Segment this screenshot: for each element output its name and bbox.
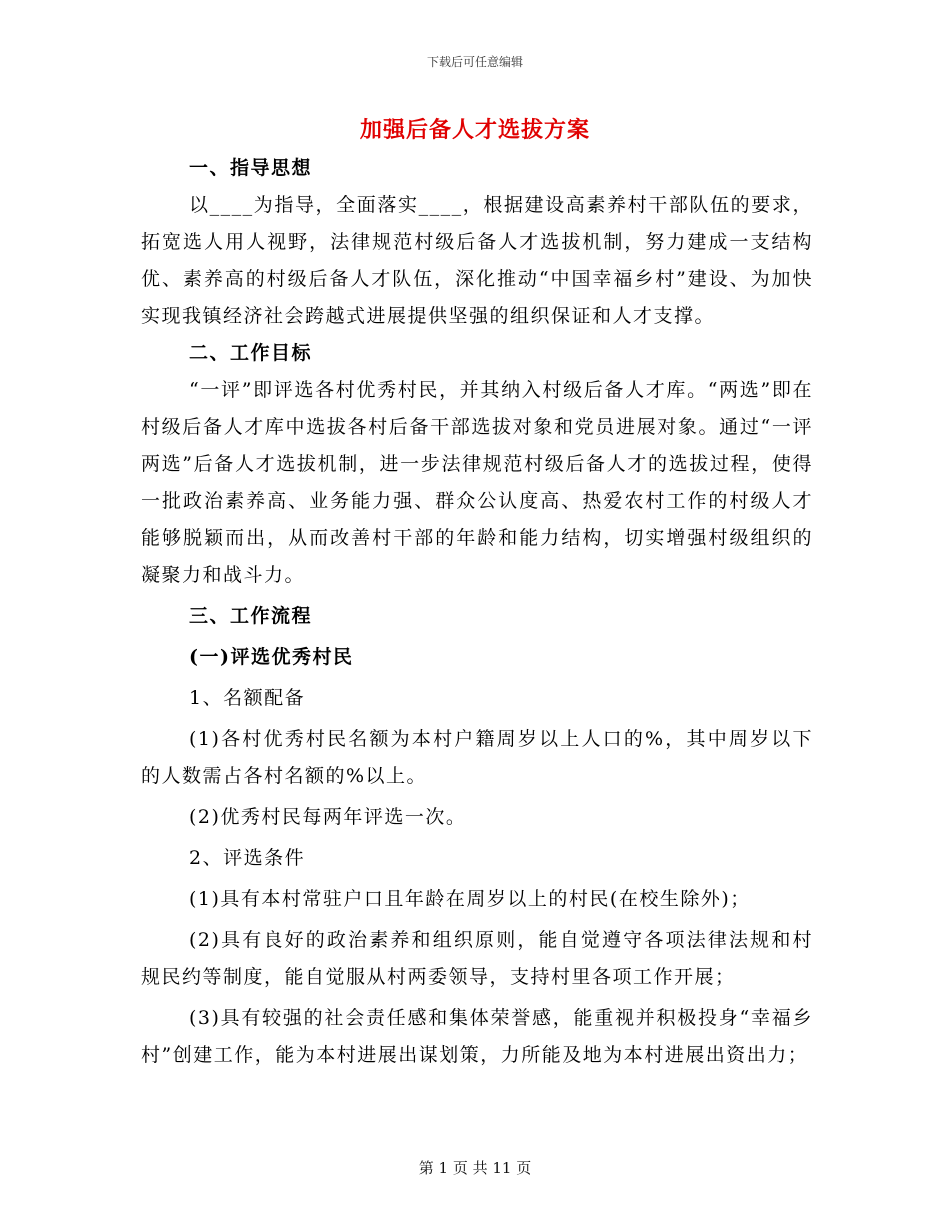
paragraph-condition-1: (1)具有本村常驻户口且年龄在周岁以上的村民(在校生除外)； [189,888,751,910]
section-heading-guiding-thought: 一、指导思想 [189,157,313,179]
header-note: 下载后可任意编辑 [426,55,523,69]
paragraph-condition-2: (2)具有良好的政治素养和组织原则，能自觉遵守各项法律法规和村规民约等制度，能自觉服从村两委领导，支持村里各项工作开展； [141,929,813,988]
paragraph-condition-3: (3)具有较强的社会责任感和集体荣誉感，能重视并积极投身“幸福乡村”创建工作，能为本村进展出谋划策，力所能及地为本村进展出资出力； [141,1007,813,1066]
paragraph-quota-1: (1)各村优秀村民名额为本村户籍周岁以上人口的%，其中周岁以下的人数需占各村名额的%以上。 [141,728,813,787]
document-title: 加强后备人才选拔方案 [359,117,590,143]
paragraph-guiding-thought: 以____为指导，全面落实____，根据建设高素养村干部队伍的要求，拓宽选人用人视野，法律规范村级后备人才选拔机制，努力建成一支结构优、素养高的村级后备人才队伍，深化推动“中国幸福乡村”建设、为加快实现我镇经济社会跨越式进展提供坚强的组织保证和人才支撑。 [141,194,813,327]
paragraph-quota-2: (2)优秀村民每两年评选一次。 [189,806,467,828]
section-heading-workflow: 三、工作流程 [189,605,313,627]
item-heading-conditions: 2、评选条件 [189,847,306,869]
document-body [141,150,813,1074]
page-footer: 第 1 页 共 11 页 [418,1159,532,1177]
paragraph-work-goal: “一评”即评选各村优秀村民，并其纳入村级后备人才库。“两选”即在村级后备人才库中选拔各村后备干部选拔对象和党员进展对象。通过“一评两选”后备人才选拔机制，进一步法律规范村级后备人才的选拔过程，使得一批政治素养高、业务能力强、群众公认度高、热爱农村工作的村级人才能够脱颖而出，从而改善村干部的年龄和能力结构，切实增强村级组织的凝聚力和战斗力。 [141,379,813,586]
subsection-heading-select-villagers: (一)评选优秀村民 [189,646,354,668]
item-heading-quota: 1、名额配备 [189,687,306,709]
section-heading-work-goal: 二、工作目标 [189,342,313,364]
